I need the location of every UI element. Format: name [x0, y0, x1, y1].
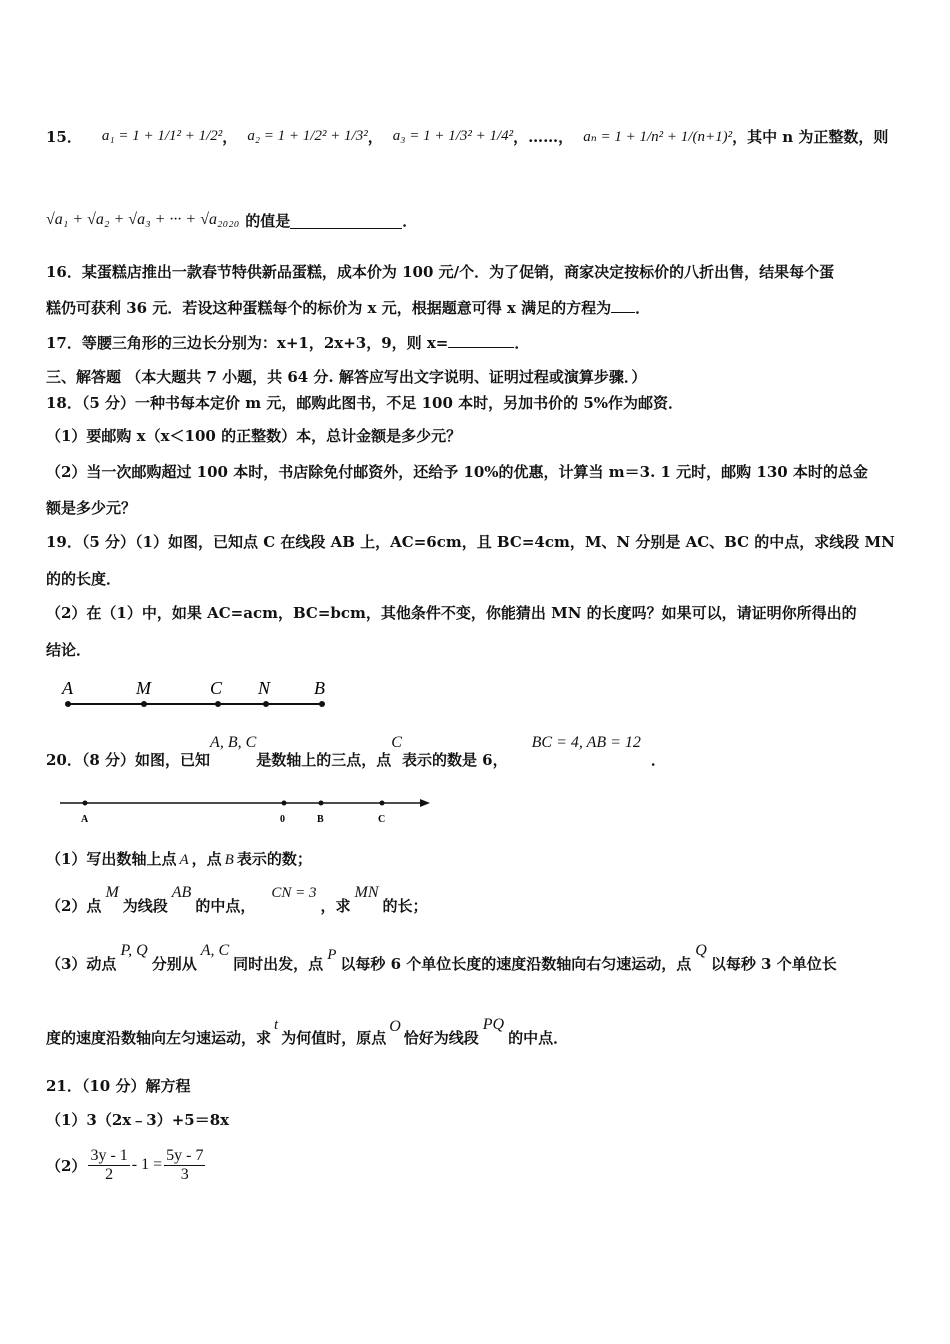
- q19-part2-line1: （2）在（1）中，如果 AC=acm，BC=bcm，其他条件不变，你能猜出 MN 的长度吗？如果可以，请证明你所得出的: [46, 604, 857, 622]
- q15-sep2: ，: [367, 127, 383, 146]
- q18-part1: （1）要邮购 x（x＜100 的正整数）本，总计金额是多少元？: [46, 427, 462, 445]
- point-m: [141, 701, 147, 707]
- q16-line2-text: 糕仍可获利 36 元．若设这种蛋糕每个的标价为 x 元，根据题意可得 x 满足的方程为: [46, 299, 612, 317]
- q21-eq1: （1）3（2x﹣3）+5＝8x: [46, 1111, 230, 1129]
- label-n: N: [258, 678, 271, 698]
- q20-p3-text-e: 以每秒 3 个单位长: [710, 955, 837, 973]
- q21-eq2-left-denominator: 2: [105, 1165, 114, 1183]
- q20-p3-P: P: [327, 947, 337, 963]
- axis-label-c: C: [378, 814, 386, 825]
- q19-line2: 的的长度．: [46, 570, 122, 588]
- q15-line1: [46, 106, 888, 166]
- q20-p3-Q: Q: [695, 942, 707, 959]
- q20-p3-line2-c: 恰好为线段: [403, 1029, 479, 1047]
- axis-point-a: [83, 801, 88, 806]
- q19-segment-figure: [50, 674, 350, 714]
- q21-eq2-label: （2）: [46, 1156, 87, 1175]
- q20-end: ．: [650, 751, 666, 769]
- q19-part2-line2: 结论．: [46, 641, 92, 659]
- section3-heading: 三、解答题 （本大题共 7 小题，共 64 分. 解答应写出文字说明、证明过程或演算步骤．）: [46, 368, 647, 386]
- q20-c: C: [391, 734, 402, 751]
- q20-p1-text-a: （1）写出数轴上点: [46, 850, 177, 868]
- q20-p1-A: A: [179, 852, 189, 868]
- q20-p2-text-a: （2）点: [46, 897, 102, 915]
- q15-line2: [46, 200, 417, 240]
- q16-line2: [46, 297, 650, 318]
- q20-p3-PQ2: PQ: [482, 1016, 505, 1033]
- q15-dots: ，……，: [513, 127, 574, 146]
- q20-p3-t: t: [274, 1017, 279, 1033]
- q15-a2: a₂ = 1 + 1/2² + 1/3²: [247, 127, 368, 144]
- q20-p1-B: B: [224, 852, 234, 868]
- axis-point-b: [319, 801, 324, 806]
- q21-eq2-left-numerator: 3y - 1: [90, 1146, 128, 1164]
- q21-eq2: [46, 1140, 207, 1190]
- q20-p2-text-d: ，求: [320, 897, 351, 915]
- q20-p3-O: O: [389, 1018, 401, 1035]
- q20-p2-M: M: [105, 884, 119, 901]
- q20-p2-text-c: 的中点，: [195, 897, 256, 915]
- q20-p3-AC: A, C: [200, 942, 230, 959]
- point-b: [319, 701, 325, 707]
- q20-prefix: 20．（8 分）如图，已知: [46, 751, 211, 769]
- q20-part1: [46, 848, 312, 869]
- q20-p3-text-c: 同时出发，点: [233, 955, 324, 973]
- q20-number-line: [56, 792, 436, 826]
- q20-p3-text-b: 分别从: [151, 955, 197, 973]
- q16-answer-blank[interactable]: [611, 298, 635, 313]
- q18-part2-line1: （2）当一次邮购超过 100 本时，书店除免付邮资外，还给予 10%的优惠，计算当 m＝3. 1 元时，邮购 130 本时的总金: [46, 463, 868, 481]
- q16-end: ．: [635, 299, 651, 317]
- label-c: C: [210, 678, 223, 698]
- q20-p2-MN: MN: [354, 884, 379, 901]
- q21-eq2-right-denominator: 3: [180, 1165, 189, 1183]
- q15-end: ．: [402, 211, 418, 230]
- axis-arrow-icon: [420, 799, 430, 807]
- q18-line1: 18．（5 分）一种书每本定价 m 元，邮购此图书，不足 100 本时，另加书价的 5%作为邮资．: [46, 394, 684, 412]
- label-a: A: [62, 678, 73, 698]
- q20-p3-line2-a: 度的速度沿数轴向左匀速运动，求: [46, 1029, 272, 1047]
- point-c: [215, 701, 221, 707]
- q21-title: 21．（10 分）解方程: [46, 1077, 191, 1095]
- axis-point-c: [380, 801, 385, 806]
- label-b: B: [314, 678, 325, 698]
- q17-end: ．: [514, 334, 530, 352]
- q21-eq2-left-fraction: [88, 1147, 129, 1184]
- q20-p1-text-c: 表示的数；: [236, 850, 312, 868]
- q16-line1: 16．某蛋糕店推出一款春节特供新品蛋糕，成本价为 100 元/个．为了促销，商家决定按标价的八折出售，结果每个蛋: [46, 263, 835, 281]
- q17-answer-blank[interactable]: [448, 333, 514, 348]
- q20-p2-CN: CN = 3: [271, 885, 317, 901]
- q15-answer-blank[interactable]: [290, 212, 402, 229]
- q20-condition: BC = 4, AB = 12: [531, 734, 641, 751]
- q20-part2: [46, 880, 428, 916]
- q20-part3-line2: [46, 1012, 568, 1048]
- q17-line: [46, 332, 529, 353]
- q21-eq2-right-numerator: 5y - 7: [166, 1146, 204, 1164]
- q20-mid2: 表示的数是 6，: [401, 751, 508, 769]
- q15-sum-expression: √a₁ + √a₂ + √a₃ + ··· + √a₂₀₂₀: [46, 211, 240, 228]
- q15-a1: a₁ = 1 + 1/1² + 1/2²: [101, 127, 223, 144]
- q15-an: aₙ = 1 + 1/n² + 1/(n+1)²: [583, 128, 733, 145]
- q20-p2-text-e: 的长；: [382, 897, 428, 915]
- q20-p3-line2-d: 的中点．: [508, 1029, 569, 1047]
- axis-label-a: A: [81, 814, 89, 825]
- q20-points: A, B, C: [210, 734, 257, 751]
- point-a: [65, 701, 71, 707]
- q20-mid: 是数轴上的三点，点: [256, 751, 392, 769]
- q20-p3-PQ: P, Q: [120, 942, 148, 959]
- q15-value-text: 的值是: [245, 211, 291, 230]
- q20-p3-text-d: 以每秒 6 个单位长度的速度沿数轴向右匀速运动，点: [340, 955, 692, 973]
- q20-p3-text-a: （3）动点: [46, 955, 117, 973]
- q21-eq2-right-fraction: [164, 1147, 205, 1184]
- q17-text: 17．等腰三角形的三边长分别为：x+1，2x+3，9，则 x=: [46, 334, 449, 352]
- q15-tail: ，其中 n 为正整数，则: [732, 127, 889, 146]
- q20-p3-line2-b: 为何值时，原点: [281, 1029, 387, 1047]
- q20-p2-text-b: 为线段: [122, 897, 168, 915]
- q20-p2-AB: AB: [171, 884, 192, 901]
- q19-line1: 19．（5 分）（1）如图，已知点 C 在线段 AB 上，AC=6cm，且 BC=4cm，M、N 分别是 AC、BC 的中点，求线段 MN: [46, 533, 895, 551]
- q20-part3-line1: [46, 938, 837, 974]
- q18-part2-line2: 额是多少元？: [46, 499, 137, 517]
- axis-point-o: [282, 801, 287, 806]
- axis-label-b: B: [317, 814, 324, 825]
- q20-p1-text-b: ，点: [191, 850, 222, 868]
- q15-a3: a₃ = 1 + 1/3² + 1/4²: [392, 127, 514, 144]
- q15-sep1: ，: [222, 127, 238, 146]
- q20-line1: [46, 730, 666, 770]
- q15-number: 15．: [46, 127, 82, 146]
- q21-eq2-middle: - 1 =: [131, 1156, 163, 1173]
- point-n: [263, 701, 269, 707]
- label-m: M: [136, 678, 151, 698]
- axis-label-o: 0: [280, 814, 285, 825]
